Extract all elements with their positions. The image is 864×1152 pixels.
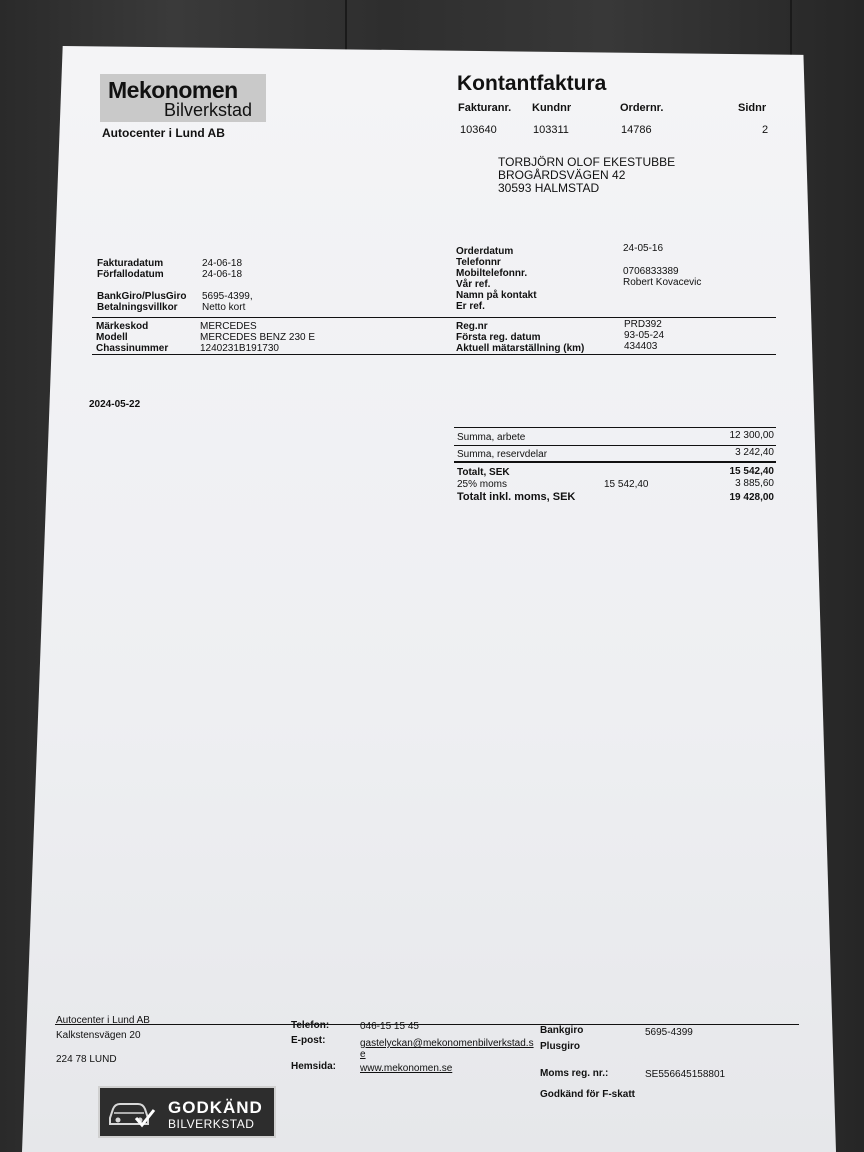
label-summa-arbete: Summa, arbete	[457, 432, 526, 443]
footer-line	[55, 1024, 799, 1025]
label-er-ref: Er ref.	[456, 301, 485, 312]
footer-street: Kalkstensvägen 20	[56, 1030, 141, 1041]
value-fakturanr: 103640	[460, 124, 497, 136]
value-totalt-inkl-moms: 19 428,00	[729, 492, 774, 503]
label-totalt-inkl-moms: Totalt inkl. moms, SEK	[457, 491, 576, 503]
footer-hemsida-link[interactable]: www.mekonomen.se	[360, 1063, 453, 1074]
value-chassinummer: 1240231B191730	[200, 343, 279, 354]
mekonomen-logo	[100, 74, 266, 122]
footer-company: Autocenter i Lund AB	[56, 1015, 150, 1026]
invoice-paper	[22, 46, 836, 1152]
footer-telefon-label: Telefon:	[291, 1020, 330, 1031]
footer-epost-link[interactable]: gastelyckan@mekonomenbilverkstad.s	[360, 1038, 534, 1049]
value-regnr: PRD392	[624, 319, 662, 330]
footer-plusgiro-label: Plusgiro	[540, 1041, 581, 1052]
label-forfallodatum: Förfallodatum	[97, 269, 164, 280]
label-bankgiro: BankGiro/PlusGiro	[97, 291, 187, 302]
footer-moms-label: Moms reg. nr.:	[540, 1068, 609, 1079]
totals-thick-line	[454, 461, 776, 463]
value-modell: MERCEDES BENZ 230 E	[200, 332, 316, 343]
label-forsta-reg-datum: Första reg. datum	[456, 332, 541, 343]
customer-street: BROGÅRDSVÄGEN 42	[498, 168, 626, 182]
label-modell: Modell	[96, 332, 128, 343]
totals-divider	[454, 445, 776, 446]
badge-line1: GODKÄND	[168, 1098, 263, 1117]
invoice-title: Kontantfaktura	[457, 72, 607, 95]
divider-line	[92, 317, 776, 318]
footer-epost-link-wrap[interactable]: e	[360, 1049, 366, 1060]
value-markeskod: MERCEDES	[200, 321, 257, 332]
label-summa-reservdelar: Summa, reservdelar	[457, 449, 548, 460]
value-matarstallning: 434403	[624, 341, 658, 352]
footer-moms-value: SE556645158801	[645, 1069, 726, 1080]
value-var-ref: Robert Kovacevic	[623, 277, 702, 288]
date-note: 2024-05-22	[89, 399, 141, 410]
value-ordernr: 14786	[621, 124, 652, 136]
footer-hemsida-label: Hemsida:	[291, 1061, 337, 1072]
logo-main-text: Mekonomen	[108, 77, 238, 103]
label-chassinummer: Chassinummer	[96, 343, 169, 354]
label-orderdatum: Orderdatum	[456, 246, 514, 257]
label-telefonnr: Telefonnr	[456, 257, 501, 268]
label-matarstallning: Aktuell mätarställning (km)	[456, 343, 585, 354]
header-fakturanr: Fakturanr.	[458, 102, 512, 114]
divider-line	[92, 354, 776, 355]
value-moms: 3 885,60	[735, 478, 774, 489]
value-orderdatum: 24-05-16	[623, 243, 664, 254]
badge-line2: BILVERKSTAD	[168, 1117, 255, 1131]
label-fakturadatum: Fakturadatum	[97, 258, 164, 269]
value-bankgiro: 5695-4399,	[202, 291, 253, 302]
footer-telefon-value: 046-15 15 45	[360, 1021, 419, 1032]
godkand-bilverkstad-badge	[98, 1086, 276, 1138]
value-summa-reservdelar: 3 242,40	[735, 447, 774, 458]
car-check-icon	[106, 1096, 156, 1128]
value-forfallodatum: 24-06-18	[202, 269, 243, 280]
value-mobiltelefonnr: 0706833389	[623, 266, 679, 277]
label-moms: 25% moms	[457, 479, 508, 490]
value-sidnr: 2	[762, 124, 769, 136]
logo-sub-text: Bilverkstad	[164, 100, 253, 120]
customer-name: TORBJÖRN OLOF EKESTUBBE	[498, 155, 676, 169]
header-ordernr: Ordernr.	[620, 102, 664, 114]
value-totalt: 15 542,40	[729, 466, 774, 477]
header-sidnr: Sidnr	[738, 102, 767, 114]
footer-fskatt: Godkänd för F-skatt	[540, 1089, 636, 1100]
value-kundnr: 103311	[533, 124, 569, 136]
company-name: Autocenter i Lund AB	[102, 126, 225, 140]
value-summa-arbete: 12 300,00	[729, 430, 774, 441]
footer-epost-label: E-post:	[291, 1035, 326, 1046]
label-totalt: Totalt, SEK	[457, 467, 510, 478]
label-markeskod: Märkeskod	[96, 321, 149, 332]
label-namn-pa-kontakt: Namn på kontakt	[456, 290, 537, 301]
label-mobiltelefonnr: Mobiltelefonnr.	[456, 268, 528, 279]
footer-city: 224 78 LUND	[56, 1054, 117, 1065]
label-regnr: Reg.nr	[456, 321, 488, 332]
header-kundnr: Kundnr	[532, 102, 572, 114]
footer-bankgiro-value: 5695-4399	[645, 1027, 693, 1038]
customer-city: 30593 HALMSTAD	[498, 181, 600, 195]
value-fakturadatum: 24-06-18	[202, 258, 243, 269]
value-moms-base: 15 542,40	[604, 479, 649, 490]
label-var-ref: Vår ref.	[456, 279, 491, 290]
label-betalningsvillkor: Betalningsvillkor	[97, 302, 178, 313]
footer-bankgiro-label: Bankgiro	[540, 1025, 584, 1036]
totals-top-line	[454, 427, 776, 428]
value-forsta-reg-datum: 93-05-24	[624, 330, 665, 341]
value-betalningsvillkor: Netto kort	[202, 302, 246, 313]
